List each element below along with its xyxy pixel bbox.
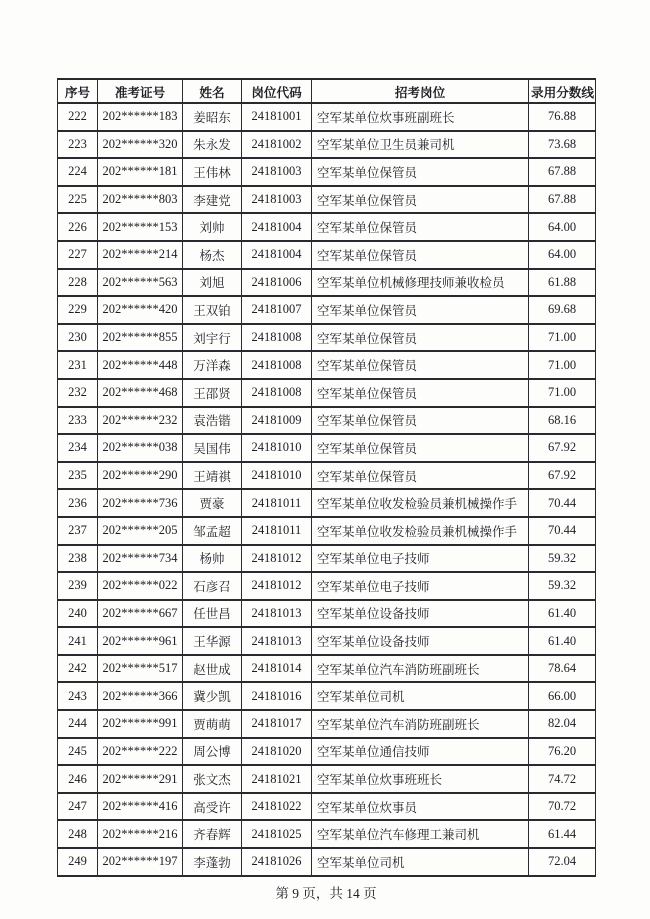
code-cell: 24181013 (242, 627, 312, 655)
table-row (58, 765, 596, 793)
score-cell: 67.88 (529, 158, 596, 186)
col-header-position: 招考岗位 (312, 79, 529, 103)
position-cell: 空军某单位司机 (312, 682, 529, 710)
code-cell: 24181002 (242, 131, 312, 159)
table-row (58, 434, 596, 462)
position-cell: 空军某单位保管员 (312, 324, 529, 352)
position-cell: 空军某单位炊事班班长 (312, 765, 529, 793)
code-cell: 24181012 (242, 572, 312, 600)
seq-cell: 231 (58, 351, 98, 379)
name-cell: 杨帅 (183, 545, 242, 573)
table-row (58, 738, 596, 766)
code-cell: 24181014 (242, 655, 312, 683)
position-cell: 空军某单位保管员 (312, 407, 529, 435)
name-cell: 石彦召 (183, 572, 242, 600)
score-cell: 61.40 (529, 600, 596, 628)
code-cell: 24181008 (242, 324, 312, 352)
ticket-cell: 202******517 (98, 655, 183, 683)
ticket-cell: 202******667 (98, 600, 183, 628)
name-cell: 王伟林 (183, 158, 242, 186)
name-cell: 周公博 (183, 738, 242, 766)
table-row (58, 545, 596, 573)
page-number-footer: 第 9 页，共 14 页 (275, 886, 377, 901)
position-cell: 空军某单位保管员 (312, 351, 529, 379)
ticket-cell: 202******205 (98, 517, 183, 545)
seq-cell: 227 (58, 241, 98, 269)
name-cell: 冀少凯 (183, 682, 242, 710)
ticket-cell: 202******366 (98, 682, 183, 710)
seq-cell: 245 (58, 738, 98, 766)
position-cell: 空军某单位司机 (312, 848, 529, 876)
score-cell: 66.00 (529, 682, 596, 710)
ticket-cell: 202******290 (98, 462, 183, 490)
seq-cell: 237 (58, 517, 98, 545)
code-cell: 24181012 (242, 545, 312, 573)
table-row (58, 600, 596, 628)
code-cell: 24181022 (242, 793, 312, 821)
table-row (58, 379, 596, 407)
table-row (58, 655, 596, 683)
name-cell: 刘帅 (183, 213, 242, 241)
seq-cell: 223 (58, 131, 98, 159)
seq-cell: 244 (58, 710, 98, 738)
score-cell: 71.00 (529, 324, 596, 352)
position-cell: 空军某单位保管员 (312, 186, 529, 214)
name-cell: 高受许 (183, 793, 242, 821)
seq-cell: 230 (58, 324, 98, 352)
score-cell: 61.88 (529, 269, 596, 297)
code-cell: 24181016 (242, 682, 312, 710)
position-cell: 空军某单位炊事员 (312, 793, 529, 821)
ticket-cell: 202******181 (98, 158, 183, 186)
code-cell: 24181001 (242, 103, 312, 131)
position-cell: 空军某单位卫生员兼司机 (312, 131, 529, 159)
seq-cell: 234 (58, 434, 98, 462)
position-cell: 空军某单位保管员 (312, 434, 529, 462)
table-row (58, 407, 596, 435)
name-cell: 姜昭东 (183, 103, 242, 131)
table-row (58, 103, 596, 131)
table-row (58, 186, 596, 214)
position-cell: 空军某单位电子技师 (312, 572, 529, 600)
seq-cell: 246 (58, 765, 98, 793)
ticket-cell: 202******222 (98, 738, 183, 766)
seq-cell: 228 (58, 269, 98, 297)
name-cell: 齐春辉 (183, 820, 242, 848)
name-cell: 朱永发 (183, 131, 242, 159)
ticket-cell: 202******468 (98, 379, 183, 407)
code-cell: 24181009 (242, 407, 312, 435)
code-cell: 24181025 (242, 820, 312, 848)
name-cell: 邹孟超 (183, 517, 242, 545)
code-cell: 24181011 (242, 489, 312, 517)
seq-cell: 242 (58, 655, 98, 683)
table-row (58, 462, 596, 490)
name-cell: 万洋森 (183, 351, 242, 379)
ticket-cell: 202******022 (98, 572, 183, 600)
name-cell: 杨杰 (183, 241, 242, 269)
seq-cell: 229 (58, 296, 98, 324)
seq-cell: 247 (58, 793, 98, 821)
score-cell: 76.88 (529, 103, 596, 131)
ticket-cell: 202******416 (98, 793, 183, 821)
position-cell: 空军某单位通信技师 (312, 738, 529, 766)
col-header-score: 录用分数线 (529, 79, 596, 103)
seq-cell: 232 (58, 379, 98, 407)
position-cell: 空军某单位汽车修理工兼司机 (312, 820, 529, 848)
position-cell: 空军某单位保管员 (312, 379, 529, 407)
position-cell: 空军某单位设备技师 (312, 627, 529, 655)
code-cell: 24181003 (242, 186, 312, 214)
table-row (58, 820, 596, 848)
ticket-cell: 202******803 (98, 186, 183, 214)
score-cell: 73.68 (529, 131, 596, 159)
table-row (58, 682, 596, 710)
code-cell: 24181020 (242, 738, 312, 766)
seq-cell: 235 (58, 462, 98, 490)
score-cell: 67.92 (529, 434, 596, 462)
ticket-cell: 202******183 (98, 103, 183, 131)
position-cell: 空军某单位炊事班副班长 (312, 103, 529, 131)
table-row (58, 131, 596, 159)
score-cell: 70.44 (529, 489, 596, 517)
ticket-cell: 202******563 (98, 269, 183, 297)
name-cell: 王双铂 (183, 296, 242, 324)
position-cell: 空军某单位收发检验员兼机械操作手 (312, 489, 529, 517)
ticket-cell: 202******153 (98, 213, 183, 241)
table-row (58, 489, 596, 517)
score-cell: 64.00 (529, 241, 596, 269)
position-cell: 空军某单位保管员 (312, 462, 529, 490)
ticket-cell: 202******991 (98, 710, 183, 738)
name-cell: 刘宇行 (183, 324, 242, 352)
ticket-cell: 202******736 (98, 489, 183, 517)
code-cell: 24181004 (242, 213, 312, 241)
name-cell: 袁浩锴 (183, 407, 242, 435)
ticket-cell: 202******291 (98, 765, 183, 793)
code-cell: 24181017 (242, 710, 312, 738)
col-header-seq: 序号 (58, 79, 98, 103)
seq-cell: 239 (58, 572, 98, 600)
position-cell: 空军某单位汽车消防班副班长 (312, 655, 529, 683)
seq-cell: 248 (58, 820, 98, 848)
code-cell: 24181013 (242, 600, 312, 628)
table-header-row (58, 79, 596, 103)
ticket-cell: 202******214 (98, 241, 183, 269)
code-cell: 24181003 (242, 158, 312, 186)
code-cell: 24181021 (242, 765, 312, 793)
score-cell: 64.00 (529, 213, 596, 241)
score-cell: 76.20 (529, 738, 596, 766)
score-cell: 59.32 (529, 545, 596, 573)
table-row (58, 351, 596, 379)
table-row (58, 241, 596, 269)
table-row (58, 269, 596, 297)
code-cell: 24181010 (242, 462, 312, 490)
ticket-cell: 202******420 (98, 296, 183, 324)
score-cell: 78.64 (529, 655, 596, 683)
name-cell: 吴国伟 (183, 434, 242, 462)
name-cell: 任世昌 (183, 600, 242, 628)
code-cell: 24181008 (242, 351, 312, 379)
score-cell: 74.72 (529, 765, 596, 793)
score-cell: 70.44 (529, 517, 596, 545)
position-cell: 空军某单位保管员 (312, 158, 529, 186)
seq-cell: 249 (58, 848, 98, 876)
ticket-cell: 202******197 (98, 848, 183, 876)
position-cell: 空军某单位汽车消防班副班长 (312, 710, 529, 738)
table-row (58, 793, 596, 821)
name-cell: 张文杰 (183, 765, 242, 793)
score-cell: 61.40 (529, 627, 596, 655)
position-cell: 空军某单位保管员 (312, 296, 529, 324)
table-row (58, 517, 596, 545)
ticket-cell: 202******855 (98, 324, 183, 352)
seq-cell: 243 (58, 682, 98, 710)
table-row (58, 324, 596, 352)
score-cell: 70.72 (529, 793, 596, 821)
name-cell: 李建党 (183, 186, 242, 214)
score-cell: 68.16 (529, 407, 596, 435)
score-table (57, 78, 596, 877)
name-cell: 王邵贤 (183, 379, 242, 407)
name-cell: 王靖祺 (183, 462, 242, 490)
code-cell: 24181004 (242, 241, 312, 269)
ticket-cell: 202******961 (98, 627, 183, 655)
name-cell: 贾豪 (183, 489, 242, 517)
score-cell: 67.88 (529, 186, 596, 214)
name-cell: 刘旭 (183, 269, 242, 297)
table-body (58, 103, 596, 876)
seq-cell: 222 (58, 103, 98, 131)
seq-cell: 225 (58, 186, 98, 214)
col-header-code: 岗位代码 (242, 79, 312, 103)
seq-cell: 233 (58, 407, 98, 435)
ticket-cell: 202******448 (98, 351, 183, 379)
table-row (58, 158, 596, 186)
code-cell: 24181007 (242, 296, 312, 324)
code-cell: 24181008 (242, 379, 312, 407)
table-row (58, 296, 596, 324)
ticket-cell: 202******320 (98, 131, 183, 159)
ticket-cell: 202******734 (98, 545, 183, 573)
table-row (58, 213, 596, 241)
name-cell: 贾萌萌 (183, 710, 242, 738)
seq-cell: 224 (58, 158, 98, 186)
ticket-cell: 202******232 (98, 407, 183, 435)
seq-cell: 241 (58, 627, 98, 655)
code-cell: 24181006 (242, 269, 312, 297)
position-cell: 空军某单位设备技师 (312, 600, 529, 628)
table-row (58, 627, 596, 655)
seq-cell: 226 (58, 213, 98, 241)
seq-cell: 240 (58, 600, 98, 628)
score-cell: 69.68 (529, 296, 596, 324)
score-cell: 67.92 (529, 462, 596, 490)
score-cell: 71.00 (529, 379, 596, 407)
col-header-ticket: 准考证号 (98, 79, 183, 103)
position-cell: 空军某单位保管员 (312, 213, 529, 241)
score-cell: 59.32 (529, 572, 596, 600)
score-cell: 71.00 (529, 351, 596, 379)
table-row (58, 572, 596, 600)
table-row (58, 848, 596, 876)
position-cell: 空军某单位收发检验员兼机械操作手 (312, 517, 529, 545)
position-cell: 空军某单位机械修理技师兼收检员 (312, 269, 529, 297)
col-header-name: 姓名 (183, 79, 242, 103)
ticket-cell: 202******216 (98, 820, 183, 848)
code-cell: 24181026 (242, 848, 312, 876)
table-row (58, 710, 596, 738)
seq-cell: 236 (58, 489, 98, 517)
position-cell: 空军某单位电子技师 (312, 545, 529, 573)
score-cell: 72.04 (529, 848, 596, 876)
name-cell: 赵世成 (183, 655, 242, 683)
code-cell: 24181011 (242, 517, 312, 545)
code-cell: 24181010 (242, 434, 312, 462)
ticket-cell: 202******038 (98, 434, 183, 462)
score-cell: 82.04 (529, 710, 596, 738)
score-cell: 61.44 (529, 820, 596, 848)
position-cell: 空军某单位保管员 (312, 241, 529, 269)
name-cell: 王华源 (183, 627, 242, 655)
seq-cell: 238 (58, 545, 98, 573)
name-cell: 李蓬勃 (183, 848, 242, 876)
